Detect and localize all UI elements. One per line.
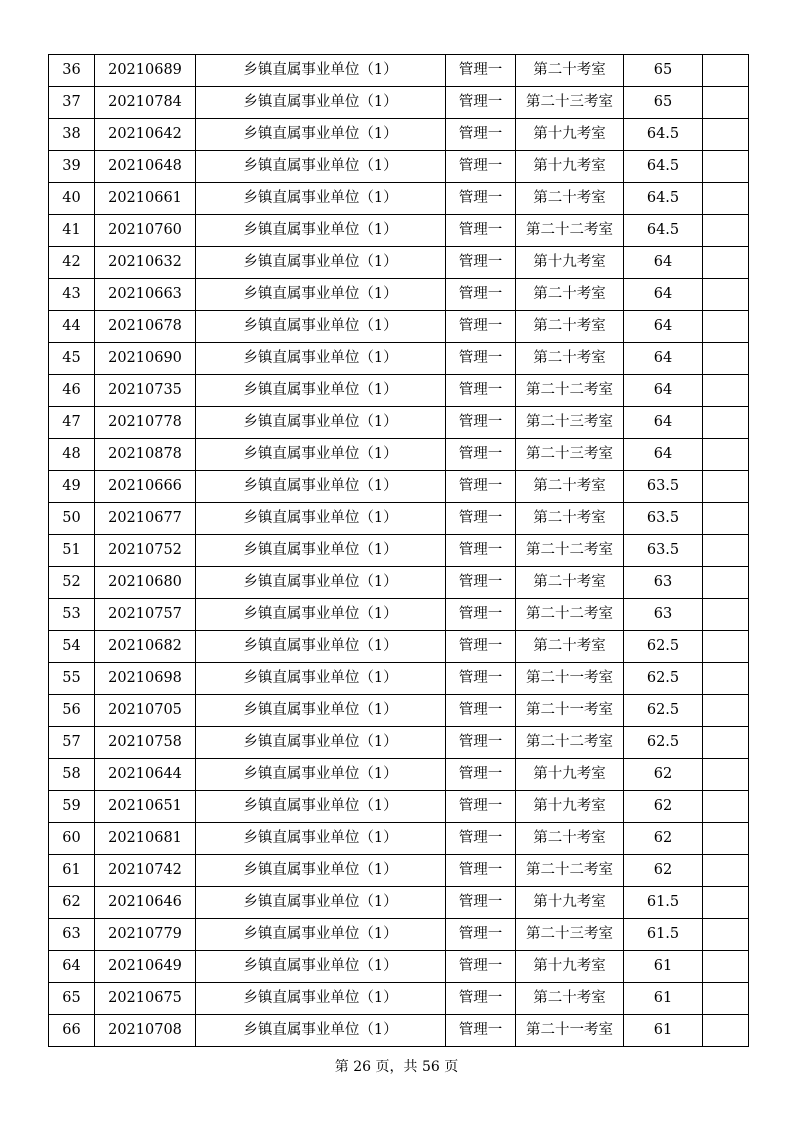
cell-exam-room: 第十九考室 [516,119,624,151]
cell-score: 64.5 [624,183,703,215]
cell-position: 管理一 [446,55,516,87]
table-row [49,951,749,983]
cell-candidate-id: 20210678 [95,311,196,343]
cell-score: 62 [624,759,703,791]
page-number-text: 第 26 页，共 56 页 [334,1059,459,1075]
table-row [49,247,749,279]
cell-note [703,407,749,439]
cell-note [703,183,749,215]
cell-seq: 42 [49,247,95,279]
cell-position: 管理一 [446,87,516,119]
table-row [49,343,749,375]
cell-position: 管理一 [446,311,516,343]
cell-exam-room: 第十九考室 [516,791,624,823]
cell-score: 61 [624,983,703,1015]
cell-seq: 40 [49,183,95,215]
cell-unit: 乡镇直属事业单位（1） [196,759,446,791]
cell-seq: 52 [49,567,95,599]
cell-candidate-id: 20210757 [95,599,196,631]
table-row [49,823,749,855]
cell-seq: 51 [49,535,95,567]
cell-seq: 56 [49,695,95,727]
cell-position: 管理一 [446,983,516,1015]
cell-position: 管理一 [446,471,516,503]
table-row [49,503,749,535]
table-row [49,695,749,727]
cell-score: 62.5 [624,663,703,695]
cell-candidate-id: 20210682 [95,631,196,663]
cell-exam-room: 第二十考室 [516,823,624,855]
cell-exam-room: 第二十考室 [516,279,624,311]
cell-position: 管理一 [446,631,516,663]
cell-note [703,87,749,119]
cell-position: 管理一 [446,407,516,439]
table-row [49,887,749,919]
cell-note [703,695,749,727]
table-row [49,919,749,951]
cell-score: 64 [624,343,703,375]
cell-score: 61.5 [624,919,703,951]
cell-exam-room: 第十九考室 [516,759,624,791]
table-row [49,55,749,87]
cell-unit: 乡镇直属事业单位（1） [196,535,446,567]
cell-note [703,247,749,279]
cell-note [703,791,749,823]
results-table [48,54,749,1047]
cell-unit: 乡镇直属事业单位（1） [196,119,446,151]
table-row [49,215,749,247]
cell-note [703,503,749,535]
cell-exam-room: 第十九考室 [516,247,624,279]
cell-score: 62.5 [624,727,703,759]
cell-note [703,151,749,183]
cell-exam-room: 第二十三考室 [516,87,624,119]
cell-seq: 45 [49,343,95,375]
cell-position: 管理一 [446,823,516,855]
cell-seq: 63 [49,919,95,951]
cell-exam-room: 第二十一考室 [516,663,624,695]
cell-note [703,535,749,567]
cell-exam-room: 第二十考室 [516,631,624,663]
cell-exam-room: 第十九考室 [516,951,624,983]
cell-score: 63.5 [624,503,703,535]
cell-position: 管理一 [446,375,516,407]
cell-position: 管理一 [446,183,516,215]
cell-unit: 乡镇直属事业单位（1） [196,407,446,439]
cell-score: 64 [624,407,703,439]
cell-seq: 43 [49,279,95,311]
cell-seq: 65 [49,983,95,1015]
cell-unit: 乡镇直属事业单位（1） [196,919,446,951]
cell-unit: 乡镇直属事业单位（1） [196,439,446,471]
cell-unit: 乡镇直属事业单位（1） [196,311,446,343]
cell-candidate-id: 20210698 [95,663,196,695]
table-row [49,87,749,119]
cell-exam-room: 第二十考室 [516,471,624,503]
cell-note [703,951,749,983]
cell-exam-room: 第二十二考室 [516,535,624,567]
cell-position: 管理一 [446,1015,516,1047]
cell-note [703,343,749,375]
cell-candidate-id: 20210675 [95,983,196,1015]
cell-unit: 乡镇直属事业单位（1） [196,55,446,87]
cell-candidate-id: 20210778 [95,407,196,439]
cell-note [703,631,749,663]
cell-unit: 乡镇直属事业单位（1） [196,343,446,375]
cell-candidate-id: 20210646 [95,887,196,919]
cell-score: 64.5 [624,151,703,183]
table-row [49,567,749,599]
cell-candidate-id: 20210752 [95,535,196,567]
cell-seq: 41 [49,215,95,247]
cell-score: 61.5 [624,887,703,919]
cell-exam-room: 第二十一考室 [516,695,624,727]
table-row [49,727,749,759]
cell-candidate-id: 20210677 [95,503,196,535]
cell-unit: 乡镇直属事业单位（1） [196,1015,446,1047]
cell-unit: 乡镇直属事业单位（1） [196,599,446,631]
cell-position: 管理一 [446,279,516,311]
cell-note [703,855,749,887]
cell-seq: 39 [49,151,95,183]
cell-note [703,919,749,951]
cell-exam-room: 第二十考室 [516,983,624,1015]
cell-position: 管理一 [446,919,516,951]
table-row [49,375,749,407]
cell-unit: 乡镇直属事业单位（1） [196,151,446,183]
cell-candidate-id: 20210632 [95,247,196,279]
cell-score: 62.5 [624,631,703,663]
cell-candidate-id: 20210681 [95,823,196,855]
table-row [49,311,749,343]
cell-exam-room: 第二十二考室 [516,215,624,247]
cell-unit: 乡镇直属事业单位（1） [196,375,446,407]
cell-candidate-id: 20210705 [95,695,196,727]
cell-candidate-id: 20210708 [95,1015,196,1047]
cell-score: 64 [624,279,703,311]
cell-score: 64.5 [624,119,703,151]
cell-candidate-id: 20210784 [95,87,196,119]
cell-unit: 乡镇直属事业单位（1） [196,503,446,535]
cell-candidate-id: 20210878 [95,439,196,471]
cell-seq: 61 [49,855,95,887]
cell-unit: 乡镇直属事业单位（1） [196,183,446,215]
table-row [49,183,749,215]
cell-position: 管理一 [446,887,516,919]
cell-exam-room: 第十九考室 [516,151,624,183]
cell-seq: 58 [49,759,95,791]
cell-note [703,727,749,759]
table-row [49,1015,749,1047]
cell-seq: 48 [49,439,95,471]
cell-seq: 50 [49,503,95,535]
cell-position: 管理一 [446,951,516,983]
cell-seq: 37 [49,87,95,119]
cell-candidate-id: 20210690 [95,343,196,375]
cell-candidate-id: 20210661 [95,183,196,215]
cell-note [703,759,749,791]
cell-unit: 乡镇直属事业单位（1） [196,663,446,695]
cell-candidate-id: 20210735 [95,375,196,407]
cell-exam-room: 第二十考室 [516,55,624,87]
cell-note [703,983,749,1015]
cell-score: 62 [624,791,703,823]
cell-score: 65 [624,55,703,87]
cell-exam-room: 第十九考室 [516,887,624,919]
cell-candidate-id: 20210651 [95,791,196,823]
cell-unit: 乡镇直属事业单位（1） [196,247,446,279]
cell-score: 63 [624,567,703,599]
table-row [49,855,749,887]
cell-candidate-id: 20210758 [95,727,196,759]
cell-unit: 乡镇直属事业单位（1） [196,279,446,311]
table-row [49,759,749,791]
table-row [49,439,749,471]
cell-unit: 乡镇直属事业单位（1） [196,823,446,855]
cell-candidate-id: 20210642 [95,119,196,151]
cell-exam-room: 第二十二考室 [516,855,624,887]
cell-note [703,215,749,247]
cell-seq: 36 [49,55,95,87]
cell-position: 管理一 [446,503,516,535]
cell-seq: 46 [49,375,95,407]
cell-exam-room: 第二十考室 [516,343,624,375]
cell-note [703,1015,749,1047]
cell-exam-room: 第二十三考室 [516,919,624,951]
cell-score: 63 [624,599,703,631]
cell-position: 管理一 [446,759,516,791]
cell-candidate-id: 20210649 [95,951,196,983]
cell-position: 管理一 [446,599,516,631]
cell-score: 63.5 [624,535,703,567]
cell-exam-room: 第二十三考室 [516,407,624,439]
cell-seq: 38 [49,119,95,151]
page-footer [0,1056,793,1076]
cell-position: 管理一 [446,727,516,759]
cell-note [703,567,749,599]
cell-exam-room: 第二十二考室 [516,375,624,407]
cell-position: 管理一 [446,535,516,567]
cell-position: 管理一 [446,791,516,823]
cell-unit: 乡镇直属事业单位（1） [196,215,446,247]
cell-seq: 55 [49,663,95,695]
cell-unit: 乡镇直属事业单位（1） [196,791,446,823]
cell-candidate-id: 20210680 [95,567,196,599]
cell-exam-room: 第二十二考室 [516,599,624,631]
cell-exam-room: 第二十考室 [516,503,624,535]
table-row [49,983,749,1015]
cell-exam-room: 第二十考室 [516,311,624,343]
cell-score: 64 [624,439,703,471]
cell-unit: 乡镇直属事业单位（1） [196,855,446,887]
cell-candidate-id: 20210689 [95,55,196,87]
cell-unit: 乡镇直属事业单位（1） [196,695,446,727]
cell-note [703,887,749,919]
cell-note [703,375,749,407]
cell-seq: 44 [49,311,95,343]
cell-score: 62.5 [624,695,703,727]
cell-seq: 54 [49,631,95,663]
table-row [49,599,749,631]
cell-note [703,471,749,503]
cell-candidate-id: 20210644 [95,759,196,791]
cell-score: 62 [624,823,703,855]
cell-note [703,823,749,855]
cell-score: 64 [624,247,703,279]
cell-note [703,279,749,311]
cell-score: 61 [624,951,703,983]
table-row [49,119,749,151]
cell-unit: 乡镇直属事业单位（1） [196,567,446,599]
cell-candidate-id: 20210663 [95,279,196,311]
cell-exam-room: 第二十一考室 [516,1015,624,1047]
cell-position: 管理一 [446,567,516,599]
cell-seq: 57 [49,727,95,759]
cell-score: 63.5 [624,471,703,503]
table-row [49,407,749,439]
cell-note [703,439,749,471]
cell-score: 64 [624,375,703,407]
cell-unit: 乡镇直属事业单位（1） [196,727,446,759]
cell-seq: 60 [49,823,95,855]
cell-position: 管理一 [446,439,516,471]
table-row [49,663,749,695]
results-table-body [49,55,749,1047]
cell-position: 管理一 [446,151,516,183]
cell-position: 管理一 [446,695,516,727]
cell-unit: 乡镇直属事业单位（1） [196,471,446,503]
cell-candidate-id: 20210666 [95,471,196,503]
cell-position: 管理一 [446,855,516,887]
cell-seq: 62 [49,887,95,919]
cell-exam-room: 第二十三考室 [516,439,624,471]
cell-unit: 乡镇直属事业单位（1） [196,887,446,919]
cell-position: 管理一 [446,215,516,247]
table-row [49,279,749,311]
cell-unit: 乡镇直属事业单位（1） [196,87,446,119]
cell-position: 管理一 [446,119,516,151]
cell-note [703,119,749,151]
cell-unit: 乡镇直属事业单位（1） [196,983,446,1015]
cell-candidate-id: 20210779 [95,919,196,951]
cell-candidate-id: 20210742 [95,855,196,887]
table-row [49,535,749,567]
table-row [49,151,749,183]
cell-candidate-id: 20210648 [95,151,196,183]
cell-exam-room: 第二十考室 [516,567,624,599]
cell-score: 62 [624,855,703,887]
cell-position: 管理一 [446,247,516,279]
cell-position: 管理一 [446,343,516,375]
cell-seq: 64 [49,951,95,983]
cell-score: 64.5 [624,215,703,247]
cell-seq: 53 [49,599,95,631]
cell-score: 65 [624,87,703,119]
cell-exam-room: 第二十二考室 [516,727,624,759]
cell-seq: 47 [49,407,95,439]
table-row [49,631,749,663]
cell-position: 管理一 [446,663,516,695]
cell-note [703,663,749,695]
cell-note [703,55,749,87]
cell-unit: 乡镇直属事业单位（1） [196,631,446,663]
table-row [49,791,749,823]
table-row [49,471,749,503]
cell-seq: 66 [49,1015,95,1047]
cell-candidate-id: 20210760 [95,215,196,247]
cell-note [703,599,749,631]
cell-unit: 乡镇直属事业单位（1） [196,951,446,983]
cell-note [703,311,749,343]
cell-seq: 59 [49,791,95,823]
cell-score: 61 [624,1015,703,1047]
cell-score: 64 [624,311,703,343]
cell-exam-room: 第二十考室 [516,183,624,215]
cell-seq: 49 [49,471,95,503]
